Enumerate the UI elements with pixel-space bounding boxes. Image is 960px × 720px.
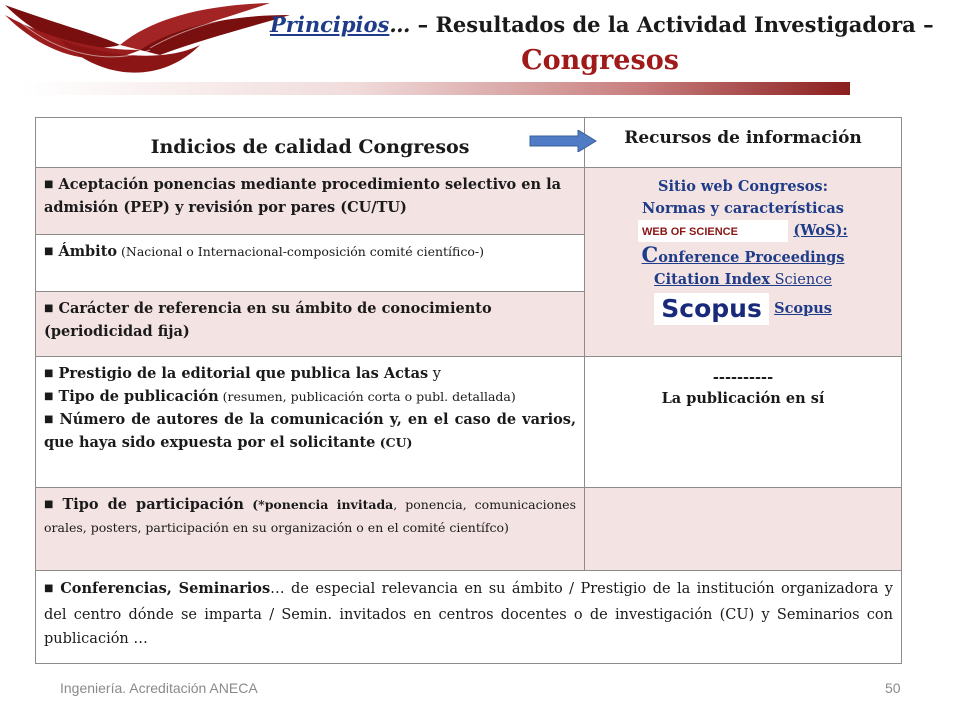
resources-cell (585, 168, 902, 357)
empty-resource-cell (585, 488, 902, 571)
title-dash-left: – (417, 12, 429, 37)
quality-indicators-table (35, 117, 902, 664)
column-header-indicators (36, 118, 585, 168)
citation-index-link[interactable] (654, 271, 832, 288)
column-header-resources-label: Recursos de información (624, 128, 862, 148)
conference-proceedings-label: onference Proceedings (658, 249, 845, 266)
principios-link[interactable]: Principios (270, 12, 390, 37)
bullet-icon: ■ (44, 246, 54, 257)
row-keyword: Tipo de participación (62, 496, 244, 513)
scopus-link[interactable]: Scopus (774, 300, 832, 317)
table-row-conferences (36, 571, 902, 664)
page-number: 50 (885, 680, 901, 696)
table-row-reference-character (36, 292, 585, 357)
publication-resource-cell (585, 357, 902, 488)
scopus-logo: Scopus (654, 293, 769, 325)
bullet-icon: ■ (44, 179, 54, 190)
page-subtitle: Congresos (521, 45, 679, 76)
conference-proceedings-initial: C (641, 242, 659, 267)
title-underline-bar (20, 82, 850, 95)
table-row-scope (36, 235, 585, 292)
column-header-resources (585, 118, 902, 168)
row-text: (CU) (375, 435, 413, 450)
footer-text: Ingeniería. Acreditación ANECA (60, 680, 258, 696)
title-ellipsis: … (389, 12, 411, 37)
title-dash-right: – (923, 12, 934, 37)
table-row-participation-type (36, 488, 585, 571)
citation-index-science: Science (770, 271, 832, 288)
row-text: … de especial relevancia en su ámbito / Prestigio de la institución organizadora y del centro dónde se imparta / Semin. invitados en centros docentes o de investigación (CU) y Seminarios con publicación … (44, 581, 893, 647)
conference-proceedings-link[interactable] (641, 242, 845, 267)
bullet-icon: ■ (44, 391, 54, 402)
row-keyword: Prestigio de la editorial que publica las Actas (58, 365, 429, 382)
resource-line-2: Normas y características (642, 199, 844, 217)
column-header-indicators-label: Indicios de calidad Congresos (150, 135, 470, 158)
resource-publication-text: La publicación en sí (661, 390, 825, 407)
row-text: , ponencia, comunicaciones orales, posters, participación en su organización o en el comité científco) (44, 497, 576, 535)
table-row-selective-acceptance (36, 168, 585, 235)
wos-link[interactable]: (WoS): (793, 222, 848, 239)
bullet-icon: ■ (44, 499, 58, 510)
resource-line-1: Sitio web Congresos: (658, 178, 828, 195)
bullet-icon: ■ (44, 414, 55, 425)
row-text: Carácter de referencia en su ámbito de conocimiento (periodicidad fija) (44, 300, 492, 340)
bullet-icon: ■ (44, 583, 56, 594)
table-row-publication (36, 357, 585, 488)
row-text: (resumen, publicación corta o publ. detallada) (218, 389, 516, 404)
row-text: en la admisión (PEP) y revisión por pares (CU/TU) (44, 176, 562, 216)
row-text: Aceptación ponencias mediante (58, 176, 322, 193)
arrow-right-icon (528, 130, 598, 152)
page-title (270, 12, 960, 37)
row-text: (*ponencia invitada (243, 497, 394, 512)
title-text: Resultados de la Actividad Investigadora (435, 12, 916, 37)
bullet-icon: ■ (44, 368, 54, 379)
row-text: y (428, 366, 441, 382)
resource-dashes: ---------- (712, 369, 774, 386)
row-keyword: procedimiento selectivo (321, 176, 517, 193)
web-of-science-logo-text: WEB OF SCIENCE (642, 226, 739, 238)
row-keyword: Ámbito (58, 243, 118, 260)
bullet-icon: ■ (44, 303, 54, 314)
web-of-science-logo (638, 220, 788, 242)
row-text: (Nacional o Internacional-composición comité científico-) (117, 244, 485, 259)
citation-index-label: Citation Index (654, 270, 770, 288)
row-keyword: Conferencias, Seminarios (60, 580, 271, 597)
row-keyword: Tipo de publicación (58, 388, 219, 405)
book-logo-icon (0, 0, 300, 95)
row-keyword: Número de autores de la comunicación y, en el caso de varios, que haya sido expuesta por el solicitante (44, 411, 576, 451)
